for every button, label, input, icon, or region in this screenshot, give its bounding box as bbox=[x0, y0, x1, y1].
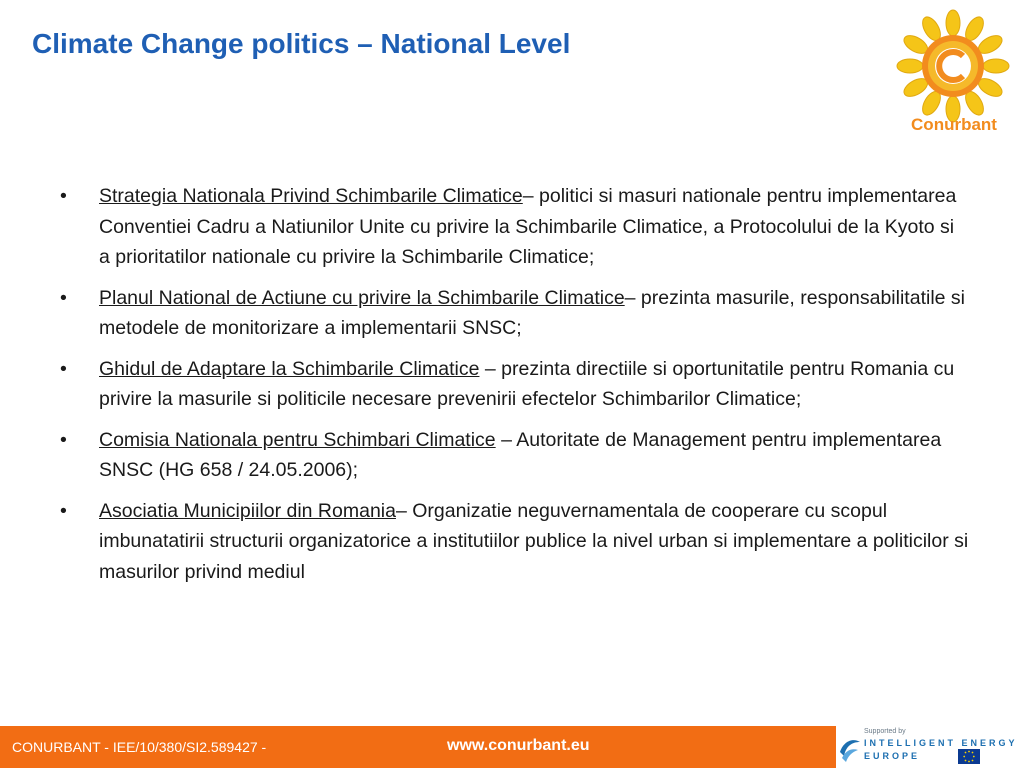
bullet-text: – Autoritate de Management pentru implementarea SNSC (HG 658 / 24.05.2006); bbox=[99, 428, 942, 481]
bullet-text: – prezinta directiile si oportunitatile pentru Romania cu privire la masurile si politicile necesare prevenirii efectelor Schimbarilor Climatice; bbox=[99, 357, 955, 410]
bullet-symbol: • bbox=[60, 499, 67, 522]
iee-logo bbox=[836, 726, 1024, 768]
footer-bar bbox=[0, 726, 836, 768]
iee-title-line1: INTELLIGENT ENERGY bbox=[864, 738, 1018, 748]
logo-text: Conurbant bbox=[911, 115, 997, 134]
eu-flag-icon bbox=[958, 749, 980, 764]
bullet-symbol: • bbox=[60, 185, 67, 207]
conurbant-logo bbox=[890, 8, 1018, 136]
list-item bbox=[60, 496, 970, 588]
bullet-text: – Organizatie neguvernamentala de cooperare cu scopul imbunatatirii structurii organizatorice a institutiilor publice la nivel urban si implementare a politicilor si masurilor privind mediul bbox=[99, 499, 969, 583]
footer-website-link[interactable]: www.conurbant.eu bbox=[447, 737, 590, 754]
iee-title-line2: EUROPE bbox=[864, 751, 921, 761]
energy-swoosh-icon bbox=[838, 734, 862, 764]
list-item bbox=[60, 354, 970, 415]
bullet-symbol: • bbox=[60, 428, 67, 451]
bullet-link[interactable]: Planul National de Actiune cu privire la Schimbarile Climatice bbox=[99, 286, 625, 309]
sun-flower-logo-icon bbox=[890, 8, 1018, 136]
supported-by-label: Supported by bbox=[864, 728, 906, 735]
bullet-text: – politici si masuri nationale pentru implementarea Conventiei Cadru a Natiunilor Unite cu privire la Schimbarile Climatice, a Protocolului de la Kyoto si a prioritatilor nationale cu privire la Schimbarile Climatice; bbox=[99, 185, 957, 268]
bullet-link[interactable]: Comisia Nationala pentru Schimbari Climatice bbox=[99, 428, 496, 451]
list-item bbox=[60, 283, 970, 344]
list-item bbox=[60, 181, 970, 273]
bullet-link[interactable]: Ghidul de Adaptare la Schimbarile Climatice bbox=[99, 357, 480, 380]
footer-project-code: CONURBANT - IEE/10/380/SI2.589427 - bbox=[12, 739, 267, 755]
slide-title: Climate Change politics – National Level bbox=[32, 28, 571, 59]
bullet-text: – prezinta masurile, responsabilitatile si metodele de monitorizare a implementarii SNSC; bbox=[99, 286, 965, 339]
bullet-symbol: • bbox=[60, 357, 67, 380]
list-item bbox=[60, 425, 970, 486]
bullet-link[interactable]: Asociatia Municipiilor din Romania bbox=[99, 499, 396, 522]
bullet-list bbox=[60, 181, 970, 597]
bullet-symbol: • bbox=[60, 286, 67, 309]
bullet-link[interactable]: Strategia Nationala Privind Schimbarile Climatice bbox=[99, 185, 523, 207]
